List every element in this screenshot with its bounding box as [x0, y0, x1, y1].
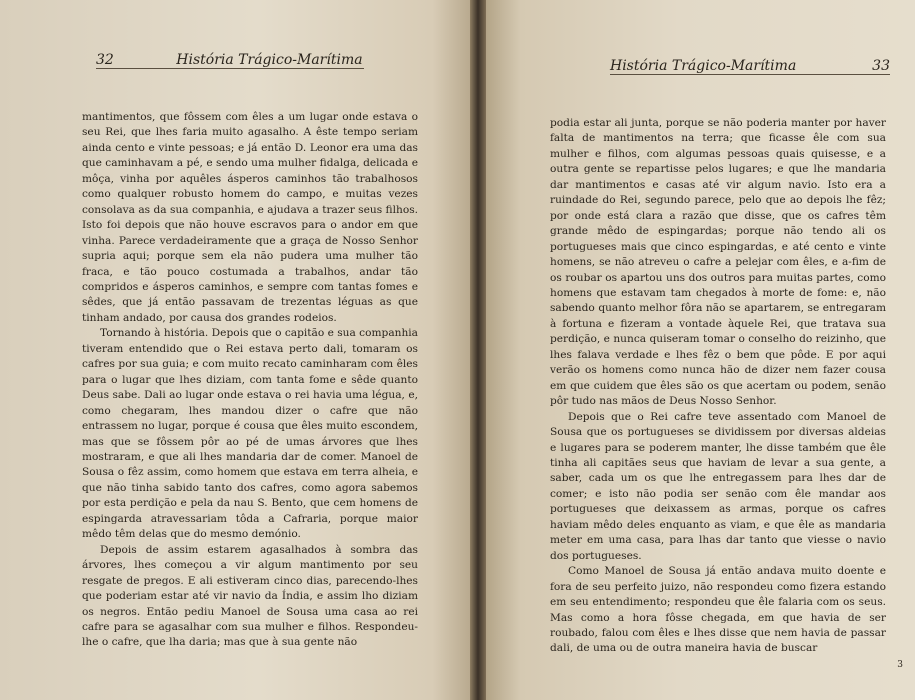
left-paragraph-1: mantimentos, que fôssem com êles a um lugar onde estava o seu Rei, que lhes faria muito agasalho. A êste tempo seriam ainda cento e vinte pessoas; e já então D. Leonor era uma das que caminhavam a pé, e sendo uma mulher fidalga, delicada e môça, vinha por aquêles ásperos caminhos tão trabalhosos como qualquer robusto homem do campo, e muitas vezes consolava as da sua companhia, e ajudava a trazer seus filhos. Isto foi depois que não houve escravos para o andor em que vinha. Parece verdadeiramente que a graça de Nosso Senhor supria aqui; porque sem ela não pudera uma mulher tão fraca, e tão pouco costumada a trabalhos, andar tão compridos e ásperos caminhos, e sempre com tantas fomes e sêdes, que já então passavam de trezentas léguas as que tinham andado, por causa dos grandes rodeios. [82, 111, 418, 324]
right-paragraph-1: podia estar ali junta, porque se não poderia manter por haver falta de mantimentos na terra; que ficasse êle com sua mulher e filhos, com algumas pessoas quais quisesse, e a outra gente se repartisse pelos lugares; e que lhe mandaria dar mantimentos e casas até vir algum navio. Isto era a ruindade do Rei, segundo parece, pelo que ao depois lhe fêz; por onde está clara a razão que disse, que os cafres têm grande mêdo de espingardas; porque não tendo ali os portugueses mais que cinco espingardas, e até cento e vinte homens, se não atreveu o cafre a pelejar com êles, e a-fim de os roubar os apartou uns dos outros para muitas partes, como homens que estavam tam chegados à morte de fome: e, não sabendo quanto melhor fôra não se apartarem, se entregaram à fortuna e fizeram a vontade àquele Rei, que tratava sua perdição, e nunca quiseram tomar o conselho do reizinho, que lhes falava verdade e lhes fêz o bem que pôde. E por aqui verão os homens como nunca hão de dizer nem fazer cousa em que cuidem que êles são os que acertam ou podem, senão pôr tudo nas mãos de Deus Nosso Senhor. [550, 117, 886, 408]
right-running-header [610, 58, 890, 75]
left-body-text [82, 110, 418, 651]
right-body-text [550, 116, 886, 657]
left-page-number: 32 [96, 52, 114, 68]
book-gutter [470, 0, 486, 700]
right-paragraph-2: Depois que o Rei cafre teve assentado com Manoel de Sousa que os portugueses se dividissem por diversas aldeias e lugares para se poderem manter, lhe disse também que êle tinha ali capitães seus que haviam de levar a sua gente, a saber, cada um os que lhe entregassem para lhes dar de comer; e isto não podia ser senão com êle mandar aos portugueses que deixassem as armas, porque os cafres haviam mêdo deles enquanto as viam, e que êle as mandaria meter em uma casa, para lhas dar tanto que viesse o navio dos portugueses. [550, 410, 886, 562]
right-paragraph-3: Como Manoel de Sousa já então andava muito doente e fora de seu perfeito juizo, não respondeu como fizera estando em seu entendimento; respondeu que êle falaria com os seus. Mas como a hora fôsse chegada, em que havia de ser roubado, falou com êles e lhes disse que nem havia de passar dali, de uma ou de outra maneira havia de buscar [550, 565, 886, 655]
left-paragraph-2: Tornando à história. Depois que o capitão e sua companhia tiveram entendido que o Rei estava perto dali, tomaram os cafres por sua guia; e com muito recato caminharam com êles para o lugar que lhes diziam, com tanta fome e sêde quanto Deus sabe. Dali ao lugar onde estava o rei havia uma légua, e, como chegaram, lhes mandou dizer o cafre que não entrassem no lugar, porque é cousa que êles muito escondem, mas que se fôssem pôr ao pé de umas árvores que lhes mostraram, e que ali lhes mandaria dar de comer. Manoel de Sousa o fêz assim, como homem que estava em terra alheia, e que não tinha sabido tanto dos cafres, como agora sabemos por esta perdição e pela da nau S. Bento, que cem homens de espingarda atravessariam tôda a Cafraria, porque maior mêdo têm delas que do mesmo demónio. [82, 327, 418, 541]
right-running-head-title: História Trágico-Marítima [610, 58, 797, 74]
left-paragraph-3: Depois de assim estarem agasalhados à sombra das árvores, lhes começou a vir algum mantimento por seu resgate de pregos. E ali estiveram cinco dias, parecendo-lhes que poderiam estar até vir navio da Índia, e assim lho diziam os negros. Então pediu Manoel de Sousa uma casa ao rei cafre para se agasalhar com sua mulher e filhos. Respondeu-lhe o cafre, que lha daria; mas que à sua gente não [82, 543, 418, 649]
left-running-head-title: História Trágico-Marítima [176, 52, 363, 68]
right-page-number: 33 [872, 58, 890, 74]
right-page [486, 0, 915, 700]
left-running-header [96, 52, 364, 69]
signature-mark: 3 [897, 660, 903, 670]
